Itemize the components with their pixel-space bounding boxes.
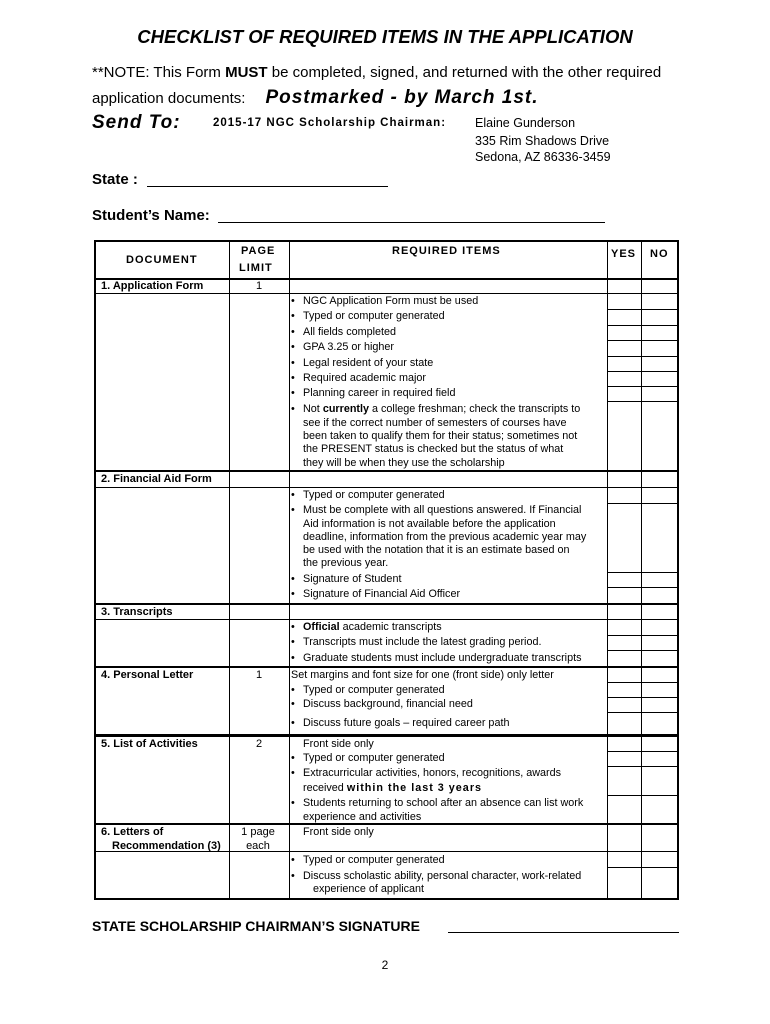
list-item: • All fields completed: [291, 326, 397, 338]
list-item-cont: the previous year.: [303, 557, 389, 569]
student-name-field[interactable]: [218, 222, 605, 223]
section-letters-title: 6. Letters of: [101, 826, 164, 838]
list-item: • Planning career in required field: [291, 387, 456, 399]
list-item: • Signature of Student: [291, 573, 402, 585]
list-item: • Official academic transcripts: [291, 621, 442, 633]
section-letters-title-2: Recommendation (3): [112, 840, 221, 852]
list-item-cont: been taken to qualify them for their status; sometimes not: [303, 430, 578, 442]
list-item: • Required academic major: [291, 372, 427, 384]
send-to-label: Send To:: [92, 112, 181, 133]
list-item-cont: be used with the notation that it is an estimate based on: [303, 544, 570, 556]
list-item: • Must be complete with all questions answered. If Financial: [291, 504, 582, 516]
list-item: • Extracurricular activities, honors, recognitions, awards: [291, 767, 562, 779]
list-item-cont: experience of applicant: [313, 883, 425, 895]
list-item: Front side only: [303, 738, 374, 750]
list-item: • Transcripts must include the latest grading period.: [291, 636, 542, 648]
list-item: Front side only: [303, 826, 374, 838]
list-item: • Typed or computer generated: [291, 684, 445, 696]
list-item: • Signature of Financial Aid Officer: [291, 588, 461, 600]
list-item: • Typed or computer generated: [291, 489, 445, 501]
list-item: • Students returning to school after an absence can list work: [291, 797, 584, 809]
list-item: Set margins and font size for one (front side) only letter: [291, 669, 554, 681]
list-item: • Discuss background, financial need: [291, 698, 473, 710]
signature-label: STATE SCHOLARSHIP CHAIRMAN’S SIGNATURE: [92, 918, 420, 934]
header-yes: YES: [611, 248, 637, 260]
list-item: • Typed or computer generated: [291, 854, 445, 866]
section-application-title: 1. Application Form: [101, 280, 204, 292]
signature-field[interactable]: [448, 932, 679, 933]
list-item: • NGC Application Form must be used: [291, 295, 479, 307]
list-item: • Discuss future goals – required career path: [291, 717, 510, 729]
section-letters-limit-2: each: [246, 840, 270, 852]
header-page: PAGE: [241, 245, 276, 257]
list-item: • GPA 3.25 or higher: [291, 341, 395, 353]
list-item: • Graduate students must include undergraduate transcripts: [291, 652, 582, 664]
section-activities-limit: 2: [255, 738, 263, 750]
list-item: • Discuss scholastic ability, personal character, work-related: [291, 870, 582, 882]
chairman-name: Elaine Gunderson: [475, 116, 576, 130]
note-line-2: application documents: Postmarked - by March 1st.: [92, 87, 539, 108]
list-item-cont: received within the last 3 years: [303, 782, 483, 794]
address-street: 335 Rim Shadows Drive: [475, 134, 610, 148]
header-no: NO: [650, 248, 669, 260]
section-application-limit: 1: [255, 280, 263, 292]
list-item-cont: experience and activities: [303, 811, 422, 823]
section-financial-title: 2. Financial Aid Form: [101, 473, 212, 485]
section-transcripts-title: 3. Transcripts: [101, 606, 173, 618]
header-required-items: REQUIRED ITEMS: [392, 245, 501, 257]
state-label: State :: [92, 171, 138, 188]
state-field[interactable]: [147, 186, 388, 187]
list-item: • Typed or computer generated: [291, 752, 445, 764]
postmark-deadline: Postmarked - by March 1st.: [265, 87, 539, 108]
section-personal-title: 4. Personal Letter: [101, 669, 194, 681]
list-item-cont: deadline, information from the previous academic year may: [303, 531, 587, 543]
section-activities-title: 5. List of Activities: [101, 738, 198, 750]
section-personal-limit: 1: [255, 669, 263, 681]
page-title: CHECKLIST OF REQUIRED ITEMS IN THE APPLICATION: [137, 26, 633, 47]
note-line: **NOTE: This Form MUST be completed, signed, and returned with the other required: [92, 64, 662, 81]
page-number: 2: [381, 958, 389, 972]
list-item: • Not currently a college freshman; check the transcripts to: [291, 403, 581, 415]
header-document: DOCUMENT: [126, 254, 198, 266]
list-item-cont: see if the correct number of semesters of courses have: [303, 417, 567, 429]
section-letters-limit: 1 page: [241, 826, 275, 838]
student-name-label: Student’s Name:: [92, 207, 210, 224]
list-item-cont: the PRESENT status is checked but the status of what: [303, 443, 564, 455]
list-item-cont: Aid information is not available before the application: [303, 518, 556, 530]
header-limit: LIMIT: [239, 262, 273, 274]
list-item: • Typed or computer generated: [291, 310, 445, 322]
list-item-cont: they will be when they use the scholarship: [303, 457, 505, 469]
address-city: Sedona, AZ 86336-3459: [475, 150, 611, 164]
chairman-title: 2015-17 NGC Scholarship Chairman:: [213, 117, 447, 129]
list-item: • Legal resident of your state: [291, 357, 434, 369]
